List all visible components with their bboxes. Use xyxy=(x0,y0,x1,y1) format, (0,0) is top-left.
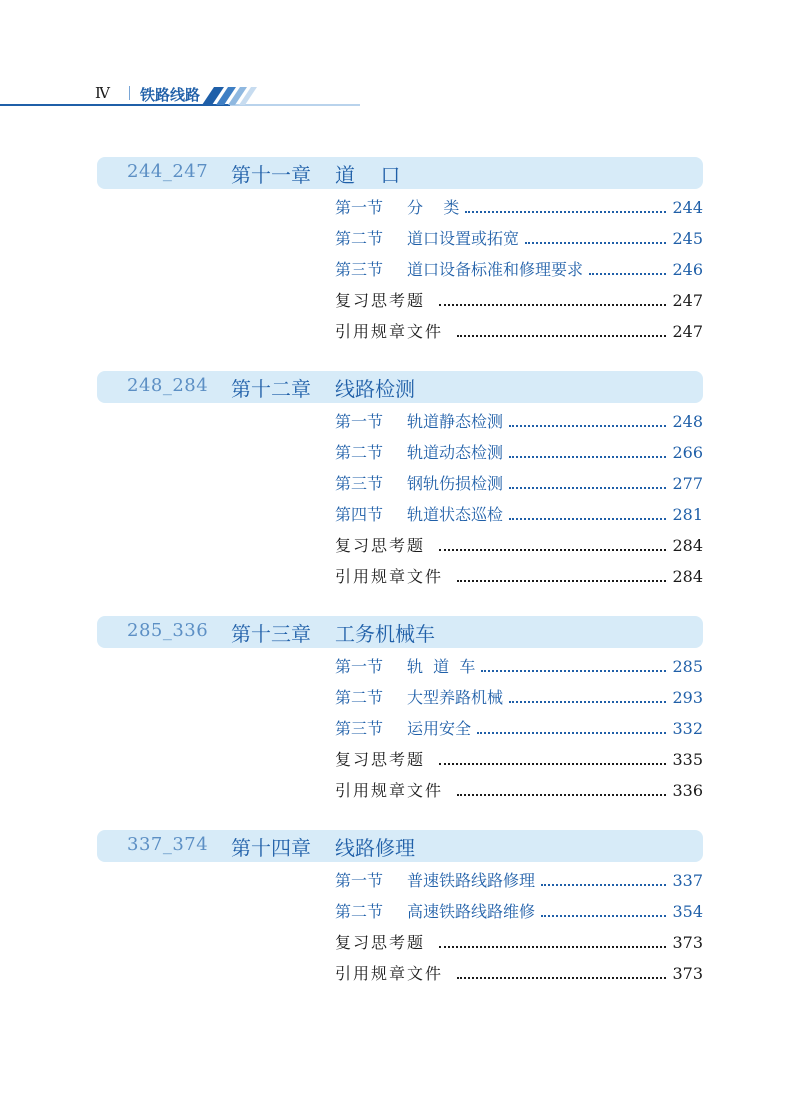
chapter-title: 线路修理 xyxy=(335,836,415,860)
toc-entry-section: 第三节 xyxy=(335,259,384,279)
chapter-page-range: 337_374 xyxy=(127,834,209,855)
stripes-decoration-icon xyxy=(202,87,272,105)
dot-leader xyxy=(509,518,666,520)
toc-entry[interactable] xyxy=(335,744,703,775)
toc-entry-page: 266 xyxy=(672,442,703,462)
toc-entry-page: 332 xyxy=(672,718,703,738)
toc-entry-section: 第三节 xyxy=(335,473,384,493)
book-title: 铁路线路 xyxy=(140,86,201,104)
toc-entry-section: 第四节 xyxy=(335,504,384,524)
toc-entry-page: 281 xyxy=(672,504,703,524)
toc-entry-page: 246 xyxy=(672,259,703,279)
dot-leader xyxy=(439,549,666,551)
toc-entry-page: 285 xyxy=(672,656,703,676)
dot-leader xyxy=(457,794,666,796)
toc-entry-title: 分 类 xyxy=(407,197,460,217)
chapter-title: 道 口 xyxy=(335,163,401,187)
dot-leader xyxy=(541,915,666,917)
chapter-label: 第十二章 xyxy=(231,377,311,401)
page-number: Ⅳ xyxy=(95,84,111,102)
toc-entry[interactable] xyxy=(335,561,703,592)
toc-entry-title: 引用规章文件 xyxy=(335,963,444,983)
toc-entry-page: 245 xyxy=(672,228,703,248)
dot-leader xyxy=(439,304,666,306)
toc-entry-page: 335 xyxy=(672,749,703,769)
header-separator xyxy=(129,86,130,100)
toc-entry-title: 引用规章文件 xyxy=(335,321,444,341)
toc-entry-title: 轨 道 车 xyxy=(407,656,476,676)
toc-entry[interactable] xyxy=(335,192,703,223)
toc-entry-section: 第二节 xyxy=(335,442,384,462)
toc-entry-title: 高速铁路线路维修 xyxy=(407,901,536,921)
toc-entry-section: 第一节 xyxy=(335,411,384,431)
toc-entry-title: 大型养路机械 xyxy=(407,687,504,707)
toc-entry[interactable] xyxy=(335,651,703,682)
chapter-page-range: 248_284 xyxy=(127,375,209,396)
toc-entry[interactable] xyxy=(335,254,703,285)
toc-entry[interactable] xyxy=(335,927,703,958)
dot-leader xyxy=(509,456,666,458)
dot-leader xyxy=(525,242,666,244)
toc-entry-section: 第二节 xyxy=(335,228,384,248)
dot-leader xyxy=(481,670,666,672)
toc-entry[interactable] xyxy=(335,406,703,437)
toc-entry[interactable] xyxy=(335,896,703,927)
toc-entry-page: 336 xyxy=(672,780,703,800)
toc-entry[interactable] xyxy=(335,958,703,989)
toc-entry-title: 道口设备标准和修理要求 xyxy=(407,259,584,279)
dot-leader xyxy=(509,701,666,703)
toc-entry-title: 运用安全 xyxy=(407,718,472,738)
chapter-title: 线路检测 xyxy=(335,377,415,401)
dot-leader xyxy=(465,211,666,213)
chapter-entries xyxy=(335,406,703,592)
toc-entry-title: 轨道静态检测 xyxy=(407,411,504,431)
toc-entry[interactable] xyxy=(335,468,703,499)
toc-entry-page: 284 xyxy=(672,535,703,555)
toc-entry-title: 轨道状态巡检 xyxy=(407,504,504,524)
toc-entry-page: 244 xyxy=(672,197,703,217)
toc-entry[interactable] xyxy=(335,775,703,806)
dot-leader xyxy=(457,580,666,582)
toc-entry-title: 轨道动态检测 xyxy=(407,442,504,462)
toc-entry-section: 第三节 xyxy=(335,718,384,738)
toc-entry-section: 第二节 xyxy=(335,687,384,707)
toc-entry-title: 复习思考题 xyxy=(335,932,426,952)
dot-leader xyxy=(509,487,666,489)
toc-entry-page: 248 xyxy=(672,411,703,431)
chapter-label: 第十三章 xyxy=(231,622,311,646)
dot-leader xyxy=(589,273,666,275)
chapter-entries xyxy=(335,865,703,989)
toc-entry-page: 247 xyxy=(672,321,703,341)
toc-entry-page: 354 xyxy=(672,901,703,921)
chapter-entries xyxy=(335,651,703,806)
toc-entry-title: 普速铁路线路修理 xyxy=(407,870,536,890)
toc-entry-section: 第一节 xyxy=(335,870,384,890)
running-header xyxy=(0,82,800,112)
chapter-label: 第十一章 xyxy=(231,163,311,187)
toc-entry-page: 277 xyxy=(672,473,703,493)
toc-entry-title: 钢轨伤损检测 xyxy=(407,473,504,493)
chapter-page-range: 244_247 xyxy=(127,161,209,182)
toc-entry[interactable] xyxy=(335,530,703,561)
toc-entry-page: 337 xyxy=(672,870,703,890)
toc-entry[interactable] xyxy=(335,437,703,468)
toc-entry-page: 247 xyxy=(672,290,703,310)
chapter-label: 第十四章 xyxy=(231,836,311,860)
chapter-title: 工务机械车 xyxy=(335,622,435,646)
toc-entry[interactable] xyxy=(335,223,703,254)
chapter-page-range: 285_336 xyxy=(127,620,209,641)
toc-entry-page: 373 xyxy=(672,932,703,952)
toc-entry-section: 第一节 xyxy=(335,656,384,676)
toc-entry[interactable] xyxy=(335,865,703,896)
toc-entry[interactable] xyxy=(335,316,703,347)
toc-entry-title: 引用规章文件 xyxy=(335,780,444,800)
dot-leader xyxy=(439,763,666,765)
toc-entry-title: 复习思考题 xyxy=(335,749,426,769)
dot-leader xyxy=(541,884,666,886)
dot-leader xyxy=(439,946,666,948)
toc-entry-page: 293 xyxy=(672,687,703,707)
toc-entry[interactable] xyxy=(335,682,703,713)
toc-entry-title: 复习思考题 xyxy=(335,535,426,555)
chapter-entries xyxy=(335,192,703,347)
toc-entry-title: 复习思考题 xyxy=(335,290,426,310)
toc-entry[interactable] xyxy=(335,285,703,316)
toc-entry-section: 第二节 xyxy=(335,901,384,921)
toc-entry-section: 第一节 xyxy=(335,197,384,217)
dot-leader xyxy=(477,732,666,734)
toc-entry-title: 引用规章文件 xyxy=(335,566,444,586)
toc-entry[interactable] xyxy=(335,499,703,530)
dot-leader xyxy=(509,425,666,427)
toc-entry-page: 373 xyxy=(672,963,703,983)
dot-leader xyxy=(457,977,666,979)
toc-entry[interactable] xyxy=(335,713,703,744)
toc-entry-page: 284 xyxy=(672,566,703,586)
dot-leader xyxy=(457,335,666,337)
toc-entry-title: 道口设置或拓宽 xyxy=(407,228,520,248)
